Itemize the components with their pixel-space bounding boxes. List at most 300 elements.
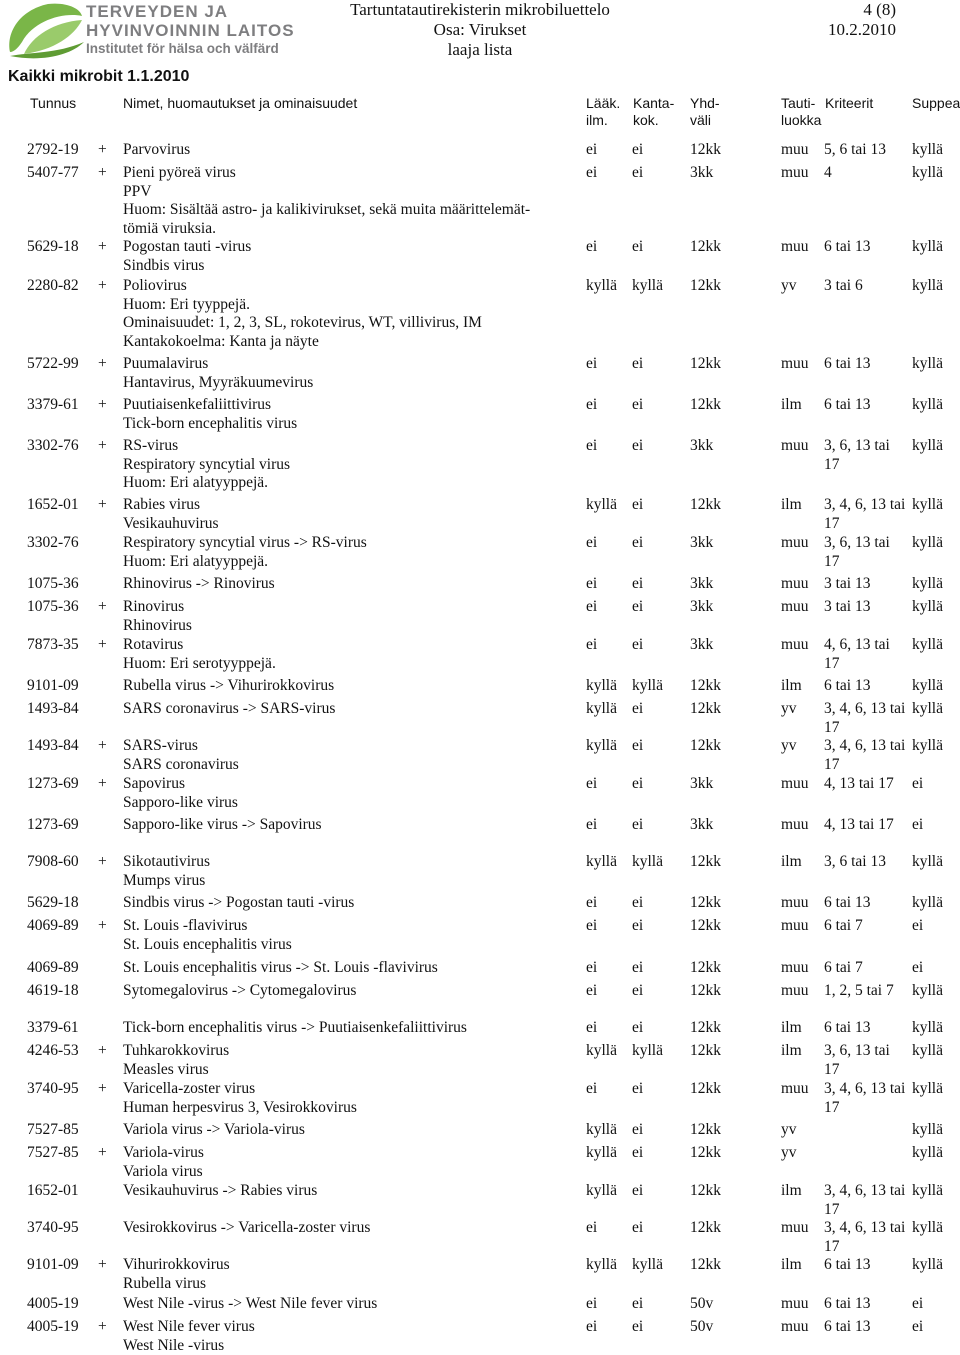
row-yhd-vali: 12kk: [690, 238, 721, 257]
row-yhd-vali: 3kk: [690, 437, 713, 456]
row-tauti-luokka: ilm: [781, 396, 802, 415]
row-plus-mark: +: [98, 164, 107, 183]
row-name-detail: Huom: Eri alatyyppejä.: [123, 474, 583, 493]
row-yhd-vali: 3kk: [690, 636, 713, 655]
row-names: [123, 1182, 583, 1201]
row-primary-name: Sytomegalovirus -> Cytomegalovirus: [123, 982, 583, 1001]
row-tauti-luokka: muu: [781, 141, 809, 160]
row-laak-ilm: kyllä: [586, 737, 617, 756]
row-laak-ilm: ei: [586, 1080, 597, 1099]
row-name-detail: Variola virus: [123, 1163, 583, 1182]
row-id: 3302-76: [27, 437, 79, 456]
row-name-detail: Huom: Eri alatyyppejä.: [123, 553, 583, 572]
row-plus-mark: +: [98, 775, 107, 794]
row-names: [123, 575, 583, 594]
row-name-detail: Human herpesvirus 3, Vesirokkovirus: [123, 1099, 583, 1118]
row-suppea: kyllä: [912, 1256, 943, 1275]
row-suppea: kyllä: [912, 277, 943, 296]
row-name-detail: Huom: Eri tyyppejä.: [123, 296, 583, 315]
row-id: 9101-09: [27, 1256, 79, 1275]
row-tauti-luokka: muu: [781, 355, 809, 374]
row-laak-ilm: ei: [586, 636, 597, 655]
row-tauti-luokka: ilm: [781, 1182, 802, 1201]
row-suppea: kyllä: [912, 238, 943, 257]
row-suppea: kyllä: [912, 164, 943, 183]
row-kriteerit: 3, 4, 6, 13 tai 17: [824, 700, 908, 737]
row-kanta-kok: kyllä: [632, 1256, 663, 1275]
column-header-laak: [586, 95, 620, 129]
row-id: 4005-19: [27, 1318, 79, 1337]
column-header-kanta: [633, 95, 674, 129]
row-id: 3302-76: [27, 534, 79, 553]
row-plus-mark: +: [98, 636, 107, 655]
row-names: [123, 164, 583, 238]
row-names: [123, 959, 583, 978]
row-kriteerit: 6 tai 13: [824, 355, 908, 374]
row-names: [123, 396, 583, 433]
row-yhd-vali: 12kk: [690, 1019, 721, 1038]
row-yhd-vali: 12kk: [690, 277, 721, 296]
row-names: [123, 141, 583, 160]
row-laak-ilm: kyllä: [586, 1256, 617, 1275]
row-primary-name: Rubella virus -> Vihurirokkovirus: [123, 677, 583, 696]
row-tauti-luokka: yv: [781, 737, 797, 756]
row-id: 1652-01: [27, 1182, 79, 1201]
row-laak-ilm: kyllä: [586, 496, 617, 515]
row-kanta-kok: ei: [632, 1121, 643, 1140]
row-kanta-kok: ei: [632, 575, 643, 594]
row-kanta-kok: ei: [632, 141, 643, 160]
row-kriteerit: 4: [824, 164, 908, 183]
row-kanta-kok: ei: [632, 1219, 643, 1238]
row-plus-mark: +: [98, 437, 107, 456]
row-primary-name: Sapporo-like virus -> Sapovirus: [123, 816, 583, 835]
row-tauti-luokka: yv: [781, 277, 797, 296]
row-name-detail: tömiä viruksia.: [123, 220, 583, 239]
row-names: [123, 598, 583, 635]
row-tauti-luokka: ilm: [781, 1256, 802, 1275]
row-kriteerit: 3, 4, 6, 13 tai 17: [824, 496, 908, 533]
row-tauti-luokka: muu: [781, 575, 809, 594]
row-suppea: kyllä: [912, 700, 943, 719]
row-laak-ilm: ei: [586, 575, 597, 594]
row-name-detail: Measles virus: [123, 1061, 583, 1080]
row-yhd-vali: 12kk: [690, 1256, 721, 1275]
row-id: 4246-53: [27, 1042, 79, 1061]
row-tauti-luokka: muu: [781, 437, 809, 456]
row-kriteerit: 4, 13 tai 17: [824, 816, 908, 835]
row-id: 4619-18: [27, 982, 79, 1001]
row-names: [123, 437, 583, 493]
row-names: [123, 1295, 583, 1314]
row-yhd-vali: 12kk: [690, 1219, 721, 1238]
row-suppea: ei: [912, 917, 923, 936]
row-suppea: ei: [912, 1318, 923, 1337]
row-kanta-kok: ei: [632, 496, 643, 515]
row-kanta-kok: ei: [632, 598, 643, 617]
row-yhd-vali: 3kk: [690, 598, 713, 617]
row-id: 4005-19: [27, 1295, 79, 1314]
row-laak-ilm: ei: [586, 355, 597, 374]
row-yhd-vali: 12kk: [690, 853, 721, 872]
row-laak-ilm: ei: [586, 396, 597, 415]
logo-text-line3: Institutet för hälsa och välfärd: [86, 40, 295, 57]
row-kanta-kok: ei: [632, 1318, 643, 1337]
row-kanta-kok: ei: [632, 396, 643, 415]
column-header-kanta-line2: kok.: [633, 112, 674, 129]
row-id: 2280-82: [27, 277, 79, 296]
row-suppea: kyllä: [912, 534, 943, 553]
row-kriteerit: 3, 6, 13 tai 17: [824, 1042, 908, 1079]
row-primary-name: Vihurirokkovirus: [123, 1256, 583, 1275]
row-yhd-vali: 12kk: [690, 1042, 721, 1061]
row-name-detail: Mumps virus: [123, 872, 583, 891]
column-header-luokka-line1: Tauti-: [781, 95, 821, 112]
row-kanta-kok: kyllä: [632, 853, 663, 872]
row-primary-name: Variola-virus: [123, 1144, 583, 1163]
document-title: Tartuntatautirekisterin mikrobiluettelo: [0, 0, 960, 20]
row-suppea: ei: [912, 959, 923, 978]
row-laak-ilm: ei: [586, 959, 597, 978]
row-laak-ilm: kyllä: [586, 700, 617, 719]
column-header-laak-line1: Lääk.: [586, 95, 620, 112]
row-kriteerit: 4, 13 tai 17: [824, 775, 908, 794]
row-id: 3740-95: [27, 1219, 79, 1238]
row-id: 9101-09: [27, 677, 79, 696]
column-header-kriteerit: Kriteerit: [825, 95, 873, 112]
row-yhd-vali: 12kk: [690, 496, 721, 515]
row-tauti-luokka: ilm: [781, 677, 802, 696]
row-primary-name: Poliovirus: [123, 277, 583, 296]
row-kriteerit: 3, 4, 6, 13 tai 17: [824, 1080, 908, 1117]
list-subtitle: Kaikki mikrobit 1.1.2010: [8, 68, 189, 86]
row-plus-mark: +: [98, 1080, 107, 1099]
row-kriteerit: 3, 6, 13 tai 17: [824, 437, 908, 474]
row-kanta-kok: ei: [632, 238, 643, 257]
row-name-detail: Hantavirus, Myyräkuumevirus: [123, 374, 583, 393]
row-names: [123, 238, 583, 275]
row-primary-name: SARS-virus: [123, 737, 583, 756]
row-kanta-kok: ei: [632, 164, 643, 183]
row-tauti-luokka: muu: [781, 816, 809, 835]
row-primary-name: Vesirokkovirus -> Varicella-zoster virus: [123, 1219, 583, 1238]
row-primary-name: SARS coronavirus -> SARS-virus: [123, 700, 583, 719]
row-tauti-luokka: muu: [781, 1318, 809, 1337]
row-kriteerit: 3, 6 tai 13: [824, 853, 908, 872]
row-tauti-luokka: ilm: [781, 853, 802, 872]
row-tauti-luokka: muu: [781, 636, 809, 655]
row-laak-ilm: ei: [586, 894, 597, 913]
row-id: 1273-69: [27, 775, 79, 794]
row-yhd-vali: 12kk: [690, 700, 721, 719]
row-plus-mark: +: [98, 277, 107, 296]
row-laak-ilm: kyllä: [586, 277, 617, 296]
row-yhd-vali: 12kk: [690, 396, 721, 415]
row-yhd-vali: 12kk: [690, 141, 721, 160]
row-kanta-kok: ei: [632, 737, 643, 756]
row-tauti-luokka: ilm: [781, 1019, 802, 1038]
row-kanta-kok: ei: [632, 1144, 643, 1163]
row-primary-name: Puumalavirus: [123, 355, 583, 374]
column-header-yhd-line1: Yhd-: [690, 95, 720, 112]
row-laak-ilm: kyllä: [586, 1042, 617, 1061]
row-name-detail: Huom: Eri serotyyppejä.: [123, 655, 583, 674]
row-primary-name: Parvovirus: [123, 141, 583, 160]
row-suppea: kyllä: [912, 1219, 943, 1238]
row-plus-mark: +: [98, 598, 107, 617]
row-primary-name: Sindbis virus -> Pogostan tauti -virus: [123, 894, 583, 913]
row-kriteerit: 6 tai 13: [824, 238, 908, 257]
row-kriteerit: 6 tai 7: [824, 959, 908, 978]
row-kanta-kok: ei: [632, 1182, 643, 1201]
row-suppea: kyllä: [912, 853, 943, 872]
row-kanta-kok: ei: [632, 1080, 643, 1099]
row-tauti-luokka: yv: [781, 1121, 797, 1140]
row-kanta-kok: ei: [632, 437, 643, 456]
row-name-detail: Ominaisuudet: 1, 2, 3, SL, rokotevirus, WT, villivirus, IM: [123, 314, 583, 333]
row-id: 1075-36: [27, 598, 79, 617]
row-laak-ilm: ei: [586, 1019, 597, 1038]
row-laak-ilm: kyllä: [586, 853, 617, 872]
row-yhd-vali: 3kk: [690, 534, 713, 553]
row-kanta-kok: ei: [632, 355, 643, 374]
row-yhd-vali: 12kk: [690, 1121, 721, 1140]
row-names: [123, 636, 583, 673]
row-names: [123, 917, 583, 954]
row-suppea: kyllä: [912, 141, 943, 160]
row-id: 3740-95: [27, 1080, 79, 1099]
row-suppea: kyllä: [912, 1019, 943, 1038]
row-tauti-luokka: yv: [781, 700, 797, 719]
row-name-detail: St. Louis encephalitis virus: [123, 936, 583, 955]
row-primary-name: Pogostan tauti -virus: [123, 238, 583, 257]
row-name-detail: Kantakokoelma: Kanta ja näyte: [123, 333, 583, 352]
page-number: 4 (8): [863, 0, 896, 20]
row-primary-name: Rhinovirus -> Rinovirus: [123, 575, 583, 594]
row-suppea: ei: [912, 775, 923, 794]
row-names: [123, 1256, 583, 1293]
row-tauti-luokka: muu: [781, 959, 809, 978]
row-id: 3379-61: [27, 1019, 79, 1038]
row-kanta-kok: ei: [632, 816, 643, 835]
row-kanta-kok: ei: [632, 534, 643, 553]
row-names: [123, 1121, 583, 1140]
row-tauti-luokka: muu: [781, 775, 809, 794]
row-kanta-kok: kyllä: [632, 677, 663, 696]
row-tauti-luokka: muu: [781, 982, 809, 1001]
row-kriteerit: 3 tai 13: [824, 598, 908, 617]
logo-text-line1: TERVEYDEN JA: [86, 2, 295, 21]
row-names: [123, 534, 583, 571]
row-suppea: ei: [912, 1295, 923, 1314]
row-names: [123, 677, 583, 696]
row-primary-name: Respiratory syncytial virus -> RS-virus: [123, 534, 583, 553]
row-id: 7527-85: [27, 1121, 79, 1140]
row-plus-mark: +: [98, 1144, 107, 1163]
row-id: 5629-18: [27, 238, 79, 257]
row-kriteerit: 6 tai 13: [824, 396, 908, 415]
row-laak-ilm: ei: [586, 238, 597, 257]
row-primary-name: Tuhkarokkovirus: [123, 1042, 583, 1061]
column-header-luokka: [781, 95, 821, 129]
row-plus-mark: +: [98, 355, 107, 374]
row-yhd-vali: 12kk: [690, 959, 721, 978]
row-yhd-vali: 3kk: [690, 775, 713, 794]
row-laak-ilm: kyllä: [586, 1121, 617, 1140]
row-yhd-vali: 3kk: [690, 575, 713, 594]
row-suppea: kyllä: [912, 737, 943, 756]
row-plus-mark: +: [98, 496, 107, 515]
row-kriteerit: 6 tai 13: [824, 1295, 908, 1314]
row-name-detail: Vesikauhuvirus: [123, 515, 583, 534]
row-suppea: kyllä: [912, 396, 943, 415]
row-plus-mark: +: [98, 737, 107, 756]
row-names: [123, 982, 583, 1001]
document-date: 10.2.2010: [828, 20, 896, 40]
row-suppea: kyllä: [912, 636, 943, 655]
row-kriteerit: 3 tai 6: [824, 277, 908, 296]
row-kriteerit: 6 tai 13: [824, 1318, 908, 1337]
row-primary-name: Sapovirus: [123, 775, 583, 794]
row-primary-name: Pieni pyöreä virus: [123, 164, 583, 183]
row-suppea: kyllä: [912, 496, 943, 515]
row-yhd-vali: 12kk: [690, 1144, 721, 1163]
row-tauti-luokka: ilm: [781, 496, 802, 515]
row-name-detail: Rhinovirus: [123, 617, 583, 636]
row-tauti-luokka: muu: [781, 598, 809, 617]
row-tauti-luokka: yv: [781, 1144, 797, 1163]
row-tauti-luokka: muu: [781, 534, 809, 553]
column-header-yhd-line2: väli: [690, 112, 720, 129]
row-plus-mark: +: [98, 1042, 107, 1061]
row-yhd-vali: 12kk: [690, 737, 721, 756]
row-yhd-vali: 3kk: [690, 816, 713, 835]
row-laak-ilm: ei: [586, 982, 597, 1001]
column-header-luokka-line2: luokka: [781, 112, 821, 129]
row-id: 1652-01: [27, 496, 79, 515]
row-id: 5629-18: [27, 894, 79, 913]
row-laak-ilm: ei: [586, 534, 597, 553]
row-suppea: ei: [912, 816, 923, 835]
row-id: 7873-35: [27, 636, 79, 655]
row-yhd-vali: 50v: [690, 1318, 713, 1337]
row-plus-mark: +: [98, 1256, 107, 1275]
row-laak-ilm: ei: [586, 141, 597, 160]
row-kanta-kok: ei: [632, 959, 643, 978]
row-name-detail: SARS coronavirus: [123, 756, 583, 775]
row-yhd-vali: 12kk: [690, 894, 721, 913]
row-kriteerit: 3, 4, 6, 13 tai 17: [824, 1182, 908, 1219]
row-id: 5722-99: [27, 355, 79, 374]
row-kanta-kok: ei: [632, 917, 643, 936]
row-names: [123, 700, 583, 719]
row-name-detail: Sapporo-like virus: [123, 794, 583, 813]
row-kriteerit: 6 tai 7: [824, 917, 908, 936]
row-names: [123, 355, 583, 392]
row-names: [123, 496, 583, 533]
row-kanta-kok: kyllä: [632, 1042, 663, 1061]
column-header-yhd: [690, 95, 720, 129]
document-list-name: laaja lista: [0, 40, 960, 60]
row-primary-name: Rotavirus: [123, 636, 583, 655]
row-names: [123, 1019, 583, 1038]
row-kriteerit: 6 tai 13: [824, 1019, 908, 1038]
row-names: [123, 894, 583, 913]
row-tauti-luokka: ilm: [781, 1042, 802, 1061]
row-tauti-luokka: muu: [781, 1080, 809, 1099]
row-kanta-kok: ei: [632, 1295, 643, 1314]
row-plus-mark: +: [98, 1318, 107, 1337]
row-tauti-luokka: muu: [781, 917, 809, 936]
column-header-names: Nimet, huomautukset ja ominaisuudet: [123, 95, 357, 112]
row-laak-ilm: kyllä: [586, 1144, 617, 1163]
row-kriteerit: 3 tai 13: [824, 575, 908, 594]
row-laak-ilm: ei: [586, 1318, 597, 1337]
row-id: 3379-61: [27, 396, 79, 415]
row-names: [123, 775, 583, 812]
column-header-laak-line2: ilm.: [586, 112, 620, 129]
row-yhd-vali: 12kk: [690, 355, 721, 374]
row-yhd-vali: 12kk: [690, 677, 721, 696]
row-kanta-kok: ei: [632, 775, 643, 794]
row-primary-name: Variola virus -> Variola-virus: [123, 1121, 583, 1140]
row-suppea: kyllä: [912, 437, 943, 456]
row-primary-name: St. Louis -flavivirus: [123, 917, 583, 936]
row-kanta-kok: ei: [632, 982, 643, 1001]
row-suppea: kyllä: [912, 598, 943, 617]
row-name-detail: Sindbis virus: [123, 257, 583, 276]
row-suppea: kyllä: [912, 982, 943, 1001]
row-kanta-kok: ei: [632, 700, 643, 719]
row-tauti-luokka: muu: [781, 1295, 809, 1314]
column-header-suppea: Suppea: [912, 95, 960, 112]
row-tauti-luokka: muu: [781, 238, 809, 257]
row-plus-mark: +: [98, 853, 107, 872]
row-yhd-vali: 12kk: [690, 1080, 721, 1099]
row-kanta-kok: ei: [632, 1019, 643, 1038]
row-names: [123, 1144, 583, 1181]
row-names: [123, 816, 583, 835]
row-plus-mark: +: [98, 917, 107, 936]
row-id: 1075-36: [27, 575, 79, 594]
row-name-detail: Huom: Sisältää astro- ja kalikivirukset, sekä muita määrittelemät-: [123, 201, 583, 220]
row-primary-name: Rabies virus: [123, 496, 583, 515]
row-name-detail: Respiratory syncytial virus: [123, 456, 583, 475]
row-names: [123, 1042, 583, 1079]
row-primary-name: West Nile -virus -> West Nile fever virus: [123, 1295, 583, 1314]
row-suppea: kyllä: [912, 355, 943, 374]
row-laak-ilm: kyllä: [586, 677, 617, 696]
row-tauti-luokka: muu: [781, 894, 809, 913]
row-plus-mark: +: [98, 396, 107, 415]
row-primary-name: Varicella-zoster virus: [123, 1080, 583, 1099]
row-kriteerit: 3, 4, 6, 13 tai 17: [824, 1219, 908, 1256]
row-id: 1273-69: [27, 816, 79, 835]
row-primary-name: West Nile fever virus: [123, 1318, 583, 1337]
row-primary-name: St. Louis encephalitis virus -> St. Louis -flavivirus: [123, 959, 583, 978]
row-kanta-kok: kyllä: [632, 277, 663, 296]
row-laak-ilm: ei: [586, 917, 597, 936]
logo-text-line2: HYVINVOINNIN LAITOS: [86, 21, 295, 40]
row-laak-ilm: kyllä: [586, 1182, 617, 1201]
row-id: 4069-89: [27, 917, 79, 936]
row-primary-name: Rinovirus: [123, 598, 583, 617]
row-names: [123, 853, 583, 890]
row-laak-ilm: ei: [586, 1219, 597, 1238]
row-id: 1493-84: [27, 737, 79, 756]
row-id: 7527-85: [27, 1144, 79, 1163]
row-primary-name: RS-virus: [123, 437, 583, 456]
